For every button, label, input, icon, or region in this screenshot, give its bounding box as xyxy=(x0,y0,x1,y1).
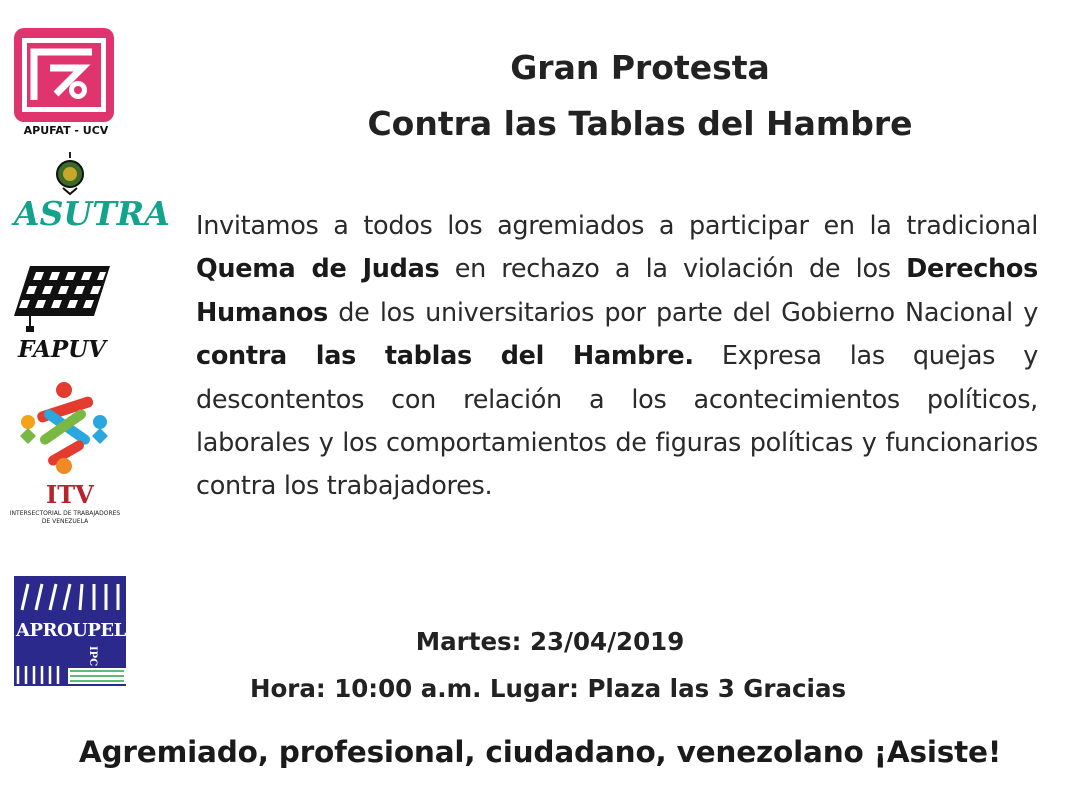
title-line-2: Contra las Tablas del Hambre xyxy=(367,104,913,143)
itv-sublabel: INTERSECTORIAL DE TRABAJADORES DE VENEZUELA xyxy=(9,510,121,525)
apufat-emblem-icon xyxy=(12,28,116,124)
body-text-2: en rechazo a la violación de los xyxy=(439,254,907,285)
aproupel-label: APROUPEL xyxy=(16,620,126,641)
event-time-place: Hora: 10:00 a.m. Lugar: Plaza las 3 Gracias xyxy=(249,674,847,703)
body-text-3: de los universitarios por parte del Gobierno Nacional y xyxy=(328,297,1038,328)
body-text-4: Expresa las quejas y descontentos con relación a los acontecimientos políticos, laborales y los comportamientos de figuras políticas y funcionarios contra los trabajadores. xyxy=(196,341,1038,502)
itv-label: ITV xyxy=(46,480,94,509)
logo-sidebar xyxy=(0,0,170,700)
asutra-emblem-icon xyxy=(14,152,124,196)
body-bold-2: Derechos Humanos xyxy=(196,254,1038,328)
apufat-ucv-logo xyxy=(12,28,120,140)
fapuv-logo xyxy=(10,258,120,368)
event-date: Martes: 23/04/2019 xyxy=(415,627,685,656)
asutra-logo xyxy=(14,152,170,244)
itv-emblem-icon xyxy=(6,378,124,478)
aproupel-sublabel: IPC xyxy=(87,646,98,667)
body-bold-1: Quema de Judas xyxy=(196,254,440,285)
itv-logo xyxy=(6,378,124,536)
fapuv-label: FAPUV xyxy=(18,336,107,363)
apufat-label: APUFAT - UCV xyxy=(23,124,109,137)
slogan: Agremiado, profesional, ciudadano, venezolano ¡Asiste! xyxy=(78,735,1002,769)
title-line-1: Gran Protesta xyxy=(510,48,770,87)
invitation-paragraph xyxy=(196,205,1038,509)
fapuv-emblem-icon xyxy=(10,258,120,334)
asutra-label: ASUTRA xyxy=(14,194,170,233)
body-bold-3: contra las tablas del Hambre. xyxy=(196,341,694,372)
body-text-1: Invitamos a todos los agremiados a participar en la tradicional xyxy=(196,211,1038,241)
